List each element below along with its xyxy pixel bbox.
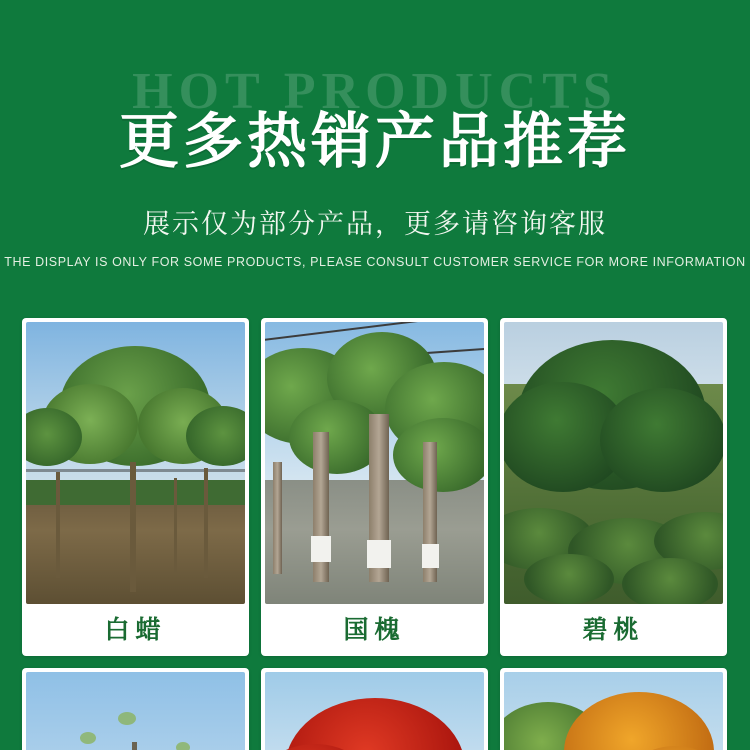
product-photo-pagoda-tree bbox=[265, 322, 484, 604]
page-header bbox=[0, 0, 750, 300]
product-photo-peach-tree bbox=[504, 322, 723, 604]
product-label: 国槐 bbox=[343, 616, 406, 644]
page-title: 更多热销产品推荐 bbox=[119, 108, 631, 175]
product-card[interactable] bbox=[500, 668, 727, 750]
product-label: 碧桃 bbox=[582, 616, 645, 644]
product-photo-bare-branch-tree bbox=[26, 672, 245, 750]
product-photo-autumn-tree bbox=[504, 672, 723, 750]
product-grid bbox=[22, 318, 728, 750]
watermark-title: HOT PRODUCTS bbox=[132, 63, 618, 120]
page-subtitle-english: THE DISPLAY IS ONLY FOR SOME PRODUCTS, PLEASE CONSULT CUSTOMER SERVICE FOR MORE INFORMATION bbox=[4, 254, 746, 270]
product-photo-white-ash bbox=[26, 322, 245, 604]
product-card[interactable] bbox=[261, 318, 488, 656]
product-card[interactable] bbox=[261, 668, 488, 750]
product-card[interactable] bbox=[500, 318, 727, 656]
product-label: 白蜡 bbox=[104, 616, 167, 644]
product-card[interactable] bbox=[22, 668, 249, 750]
product-card[interactable] bbox=[22, 318, 249, 656]
page-subtitle: 展示仅为部分产品，更多请咨询客服 bbox=[143, 209, 607, 239]
product-photo-red-maple bbox=[265, 672, 484, 750]
